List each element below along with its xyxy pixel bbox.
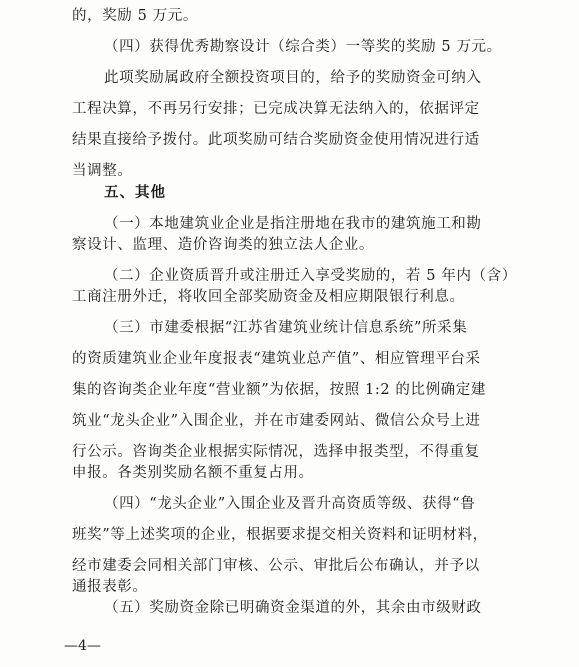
text-line-14: 集的咨询类企业年度“营业额”为依据，按照 1:2 的比例确定建 [72, 382, 486, 398]
text-line-13: 的资质建筑业企业年度报表“建筑业总产值”、相应管理平台采 [72, 351, 481, 367]
section-heading-other: 五、其他 [104, 185, 166, 201]
text-line-22: （五）奖励资金除已明确资金渠道的外，其余由市级财政 [104, 600, 482, 616]
text-line-4: 工程决算，不再另行安排；已完成决算无法纳入的，依据评定 [72, 101, 480, 117]
text-line-9: 察设计、监理、造价咨询类的独立法人企业。 [72, 237, 374, 253]
text-line-10: （二）企业资质晋升或注册迁入享受奖励的，若 5 年内（含） [104, 268, 517, 284]
page-number: —4— [64, 638, 101, 654]
text-line-15: 筑业“龙头企业”入围企业，并在市建委网站、微信公众号上进 [72, 413, 481, 429]
text-line-6: 当调整。 [72, 163, 133, 179]
text-line-21: 通报表彰。 [72, 579, 148, 595]
text-line-19: 班奖”等上述奖项的企业，根据要求提交相关资料和证明材料， [72, 527, 488, 543]
text-line-16: 行公示。咨询类企业根据实际情况，选择申报类型，不得重复 [72, 444, 480, 460]
text-line-1: 的，奖励 5 万元。 [72, 8, 198, 24]
text-line-8: （一）本地建筑业企业是指注册地在我市的建筑施工和勘 [104, 216, 482, 232]
text-line-5: 结果直接给予拨付。此项奖励可结合奖励资金使用情况进行适 [72, 132, 480, 148]
text-line-2: （四）获得优秀勘察设计（综合类）一等奖的奖励 5 万元。 [104, 39, 502, 55]
text-line-12: （三）市建委根据“江苏省建筑业统计信息系统”所采集 [104, 320, 468, 336]
text-line-18: （四）“龙头企业”入围企业及晋升高资质等级、获得“鲁 [104, 496, 476, 512]
text-line-20: 经市建委会同相关部门审核、公示、审批后公布确认，并予以 [72, 558, 480, 574]
text-line-11: 工商注册外迁，将收回全部奖励资金及相应期限银行利息。 [72, 289, 465, 305]
text-line-17: 申报。各类别奖励名额不重复占用。 [72, 465, 314, 481]
text-line-3: 此项奖励属政府全额投资项目的，给予的奖励资金可纳入 [104, 70, 482, 86]
